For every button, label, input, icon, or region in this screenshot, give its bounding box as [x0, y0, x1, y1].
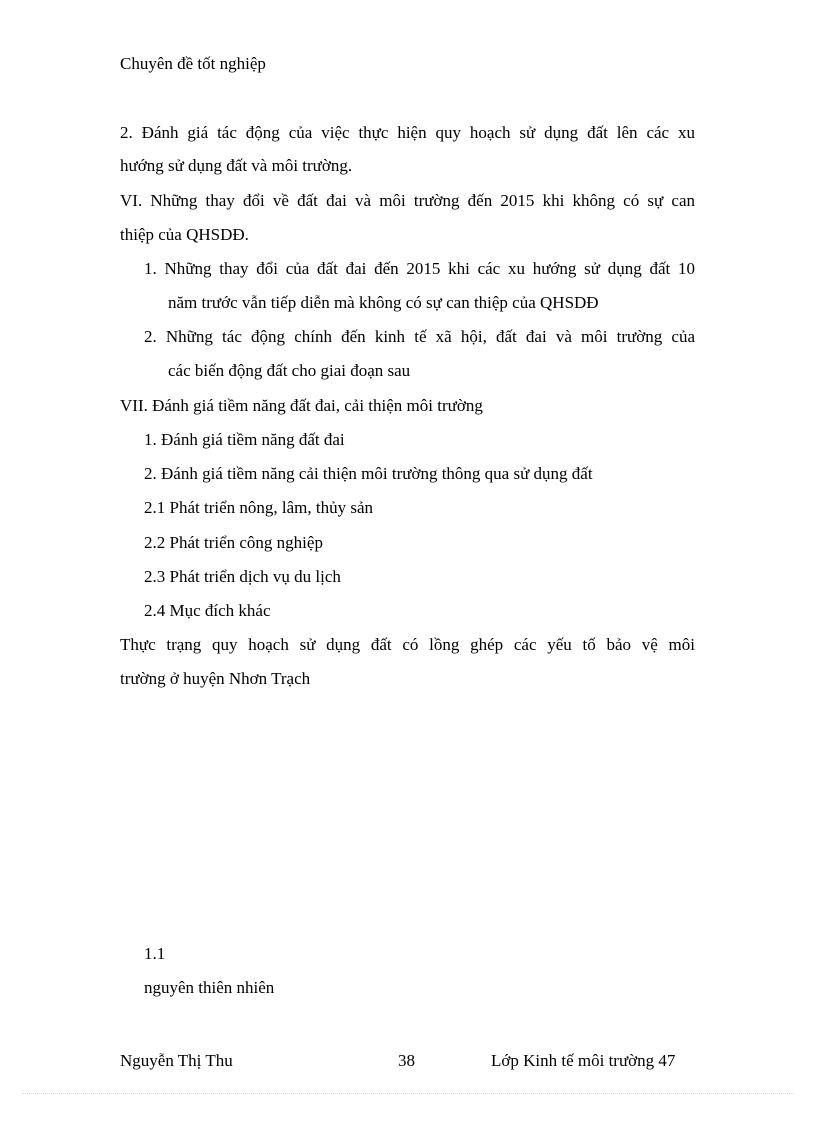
fragment-text: nguyên thiên nhiên: [144, 978, 275, 997]
fragment-number: 1.1: [144, 944, 166, 963]
list-item: 2. Những tác động chính đến kinh tế xã hội, đất đai và môi trường của: [144, 327, 695, 346]
page-bottom-divider: [22, 1093, 794, 1094]
footer-page-number: 38: [398, 1051, 415, 1070]
paragraph-line: hướng sử dụng đất và môi trường.: [120, 156, 353, 175]
footer-class-name: Lớp Kinh tế môi trường 47: [491, 1051, 676, 1070]
list-item: 2. Đánh giá tiềm năng cải thiện môi trường thông qua sử dụng đất: [144, 464, 593, 483]
subsection: 2.3 Phát triển dịch vụ du lịch: [144, 567, 341, 586]
paragraph-line: 2. Đánh giá tác động của việc thực hiện quy hoạch sử dụng đất lên các xu: [120, 123, 695, 142]
subsection: 2.2 Phát triển công nghiệp: [144, 533, 323, 552]
paragraph-line: Thực trạng quy hoạch sử dụng đất có lồng ghép các yếu tố bảo vệ môi: [120, 635, 695, 654]
paragraph-line: trường ở huyện Nhơn Trạch: [120, 669, 311, 688]
list-item: 1. Những thay đổi của đất đai đến 2015 khi các xu hướng sử dụng đất 10: [144, 259, 695, 278]
list-item-cont: năm trước vẫn tiếp diễn mà không có sự can thiệp của QHSDĐ: [168, 293, 599, 312]
section-heading-vi-cont: thiệp của QHSDĐ.: [120, 225, 249, 244]
page-header-title: Chuyên đề tốt nghiệp: [120, 54, 266, 73]
list-item-cont: các biến động đất cho giai đoạn sau: [168, 361, 411, 380]
subsection: 2.4 Mục đích khác: [144, 601, 271, 620]
section-heading-vii: VII. Đánh giá tiềm năng đất đai, cải thiện môi trường: [120, 396, 483, 415]
list-item: 1. Đánh giá tiềm năng đất đai: [144, 430, 345, 449]
footer-author: Nguyễn Thị Thu: [120, 1051, 233, 1070]
subsection: 2.1 Phát triển nông, lâm, thủy sản: [144, 498, 374, 517]
section-heading-vi: VI. Những thay đổi về đất đai và môi trường đến 2015 khi không có sự can: [120, 191, 695, 210]
